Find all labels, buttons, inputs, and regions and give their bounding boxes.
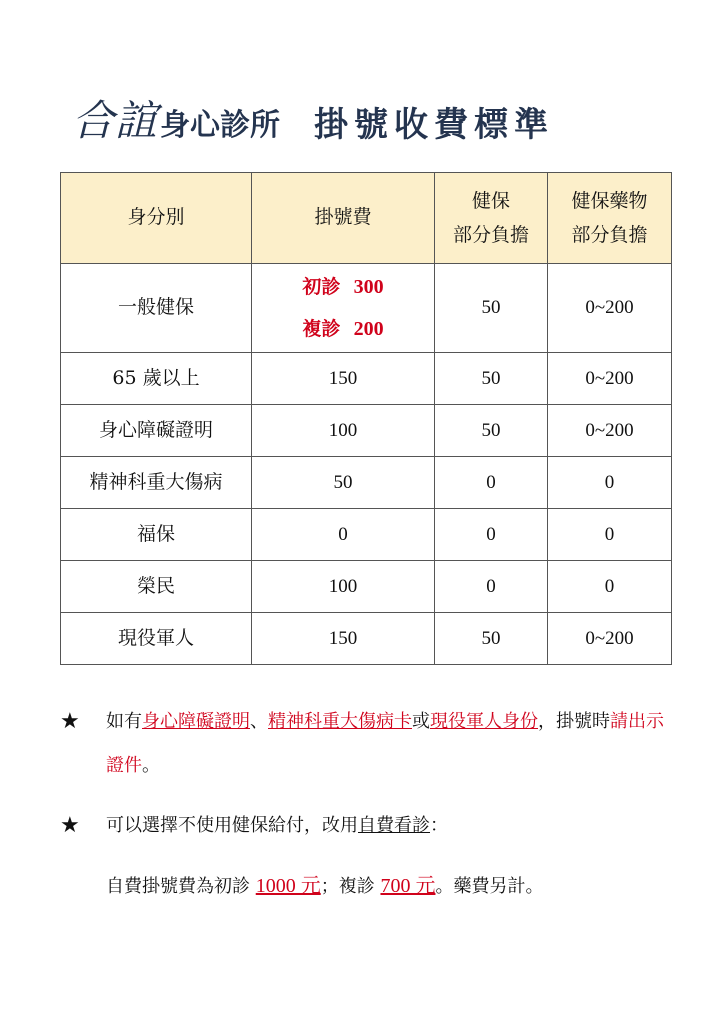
return-visit-fee: 複診 200 bbox=[302, 318, 384, 340]
cell-drug-copay: 0 bbox=[548, 561, 672, 613]
table-header-row bbox=[61, 173, 672, 264]
cell-drug-copay: 0~200 bbox=[548, 353, 672, 405]
highlight-self-pay: 自費看診 bbox=[358, 815, 430, 836]
highlight-military-id: 現役軍人身份 bbox=[430, 711, 538, 732]
cell-identity: 福保 bbox=[61, 509, 252, 561]
cell-identity: 現役軍人 bbox=[61, 613, 252, 665]
table-row bbox=[61, 457, 672, 509]
cell-copay: 50 bbox=[435, 353, 548, 405]
header-line: 部分負擔 bbox=[571, 224, 648, 246]
note-self-pay: ★ 可以選擇不使用健保給付，改用自費看診： bbox=[60, 804, 680, 848]
highlight-major-illness-card: 精神科重大傷病卡 bbox=[268, 711, 412, 732]
star-icon: ★ bbox=[60, 709, 80, 734]
fee-table bbox=[60, 172, 672, 665]
header-copay bbox=[435, 173, 548, 264]
highlight-show-docs: 請出示證件 bbox=[106, 711, 664, 776]
cell-identity: 65 歲以上 bbox=[61, 353, 252, 405]
first-visit-fee: 初診 300 bbox=[302, 276, 384, 298]
note-self-pay-fees: 自費掛號費為初診 1000 元；複診 700 元。藥費另計。 bbox=[106, 875, 544, 897]
self-pay-first-fee: 1000 元 bbox=[255, 875, 321, 897]
cell-drug-copay: 0~200 bbox=[548, 405, 672, 457]
page-header bbox=[72, 88, 672, 148]
highlight-disability-cert: 身心障礙證明 bbox=[142, 711, 250, 732]
header-fee: 掛號費 bbox=[252, 173, 435, 264]
clinic-logo-text: 合誼 bbox=[72, 96, 159, 145]
cell-copay: 50 bbox=[435, 405, 548, 457]
cell-fee: 50 bbox=[252, 457, 435, 509]
header-drug-copay bbox=[548, 173, 672, 264]
cell-fee bbox=[252, 264, 435, 353]
cell-copay: 50 bbox=[435, 613, 548, 665]
cell-fee: 150 bbox=[252, 353, 435, 405]
table-row bbox=[61, 353, 672, 405]
cell-fee: 100 bbox=[252, 561, 435, 613]
table-row bbox=[61, 613, 672, 665]
header-line: 部分負擔 bbox=[452, 224, 529, 246]
star-icon: ★ bbox=[60, 813, 80, 838]
cell-drug-copay: 0~200 bbox=[548, 613, 672, 665]
cell-identity: 榮民 bbox=[61, 561, 252, 613]
header-identity: 身分別 bbox=[61, 173, 252, 264]
cell-fee: 0 bbox=[252, 509, 435, 561]
cell-fee: 100 bbox=[252, 405, 435, 457]
cell-copay: 0 bbox=[435, 561, 548, 613]
table-row bbox=[61, 264, 672, 353]
header-line: 健保 bbox=[471, 190, 510, 212]
cell-drug-copay: 0~200 bbox=[548, 264, 672, 353]
cell-identity: 精神科重大傷病 bbox=[61, 457, 252, 509]
self-pay-return-fee: 700 元 bbox=[380, 875, 436, 897]
cell-drug-copay: 0 bbox=[548, 509, 672, 561]
table-row bbox=[61, 405, 672, 457]
header-line: 健保藥物 bbox=[571, 190, 648, 212]
cell-copay: 50 bbox=[435, 264, 548, 353]
table-row bbox=[61, 561, 672, 613]
cell-identity: 身心障礙證明 bbox=[61, 405, 252, 457]
cell-copay: 0 bbox=[435, 457, 548, 509]
note-id-documents: ★ 如有身心障礙證明、精神科重大傷病卡或現役軍人身份，掛號時請出示證件。 bbox=[60, 700, 680, 788]
cell-identity: 一般健保 bbox=[61, 264, 252, 353]
page-title: 掛號收費標準 bbox=[314, 105, 555, 145]
cell-copay: 0 bbox=[435, 509, 548, 561]
notes-section bbox=[60, 700, 680, 909]
table-row bbox=[61, 509, 672, 561]
cell-drug-copay: 0 bbox=[548, 457, 672, 509]
cell-fee: 150 bbox=[252, 613, 435, 665]
clinic-name: 身心診所 bbox=[160, 108, 281, 143]
